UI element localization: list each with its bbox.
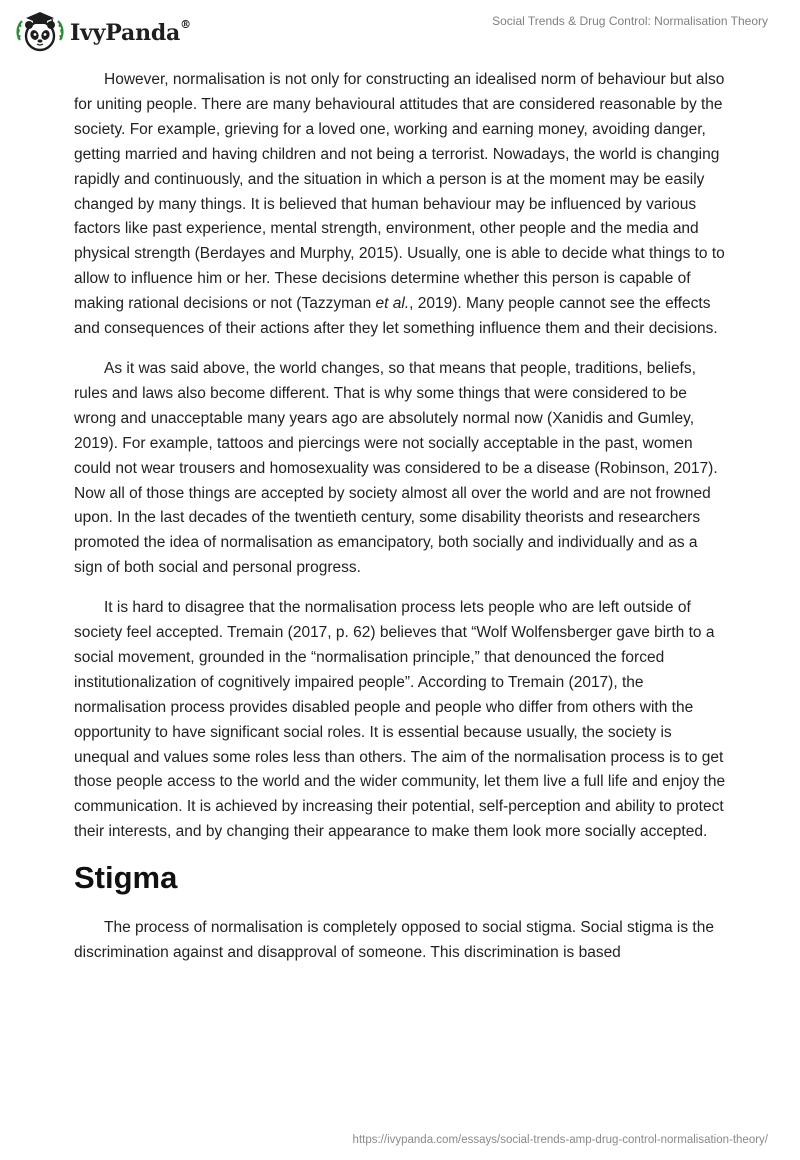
paragraph: As it was said above, the world changes, so that means that people, traditions, beliefs, rules and laws also become different. That is why some things that were considered to be wrong and unacceptable many years ago are absolutely normal now (Xanidis and Gumley, 2019). For example, tattoos and piercings were not socially acceptable in the past, women could not wear trousers and homosexuality was considered to be a disease (Robinson, 2017). Now all of those things are accepted by society almost all over the world and are not frowned upon. In the last decades of the twentieth century, some disability theorists and researchers promoted the idea of normalisation as emancipatory, both socially and individually and as a sign of both social and personal progress. <box>74 359 718 577</box>
page-header <box>0 0 800 60</box>
essay-body <box>74 68 726 981</box>
brand-name: IvyPanda® <box>70 17 191 46</box>
logo[interactable] <box>14 10 191 54</box>
source-url[interactable]: https://ivypanda.com/essays/social-trends-amp-drug-control-normalisation-theory/ <box>352 1134 768 1146</box>
document-title: Social Trends & Drug Control: Normalisation Theory <box>492 14 768 28</box>
paragraph: The process of normalisation is completely opposed to social stigma. Social stigma is the discrimination against and disapproval of someone. This discrimination is based <box>74 919 714 962</box>
panda-logo-icon <box>14 10 66 54</box>
section-heading: Stigma <box>74 860 178 896</box>
paragraph: However, normalisation is not only for constructing an idealised norm of behaviour but also for uniting people. There are many behavioural attitudes that are considered reasonable by the society. For example, grieving for a loved one, working and earning money, avoiding danger, getting married and having children and not being a terrorist. Nowadays, the world is changing rapidly and continuously, and the situation in which a person is at the moment may be easily changed by many things. It is believed that human behaviour may be influenced by various factors like past experience, mental strength, environment, other people and the media and physical strength (Berdayes and Murphy, 2015). Usually, one is able to decide what things to to allow to influence him or her. These decisions determine whether this person is capable of making rational decisions or not (Tazzyman et al., 2019). Many people cannot see the effects and consequences of their actions after they let something influence them and their decisions. <box>74 71 725 338</box>
paragraph: It is hard to disagree that the normalisation process lets people who are left outside of society feel accepted. Tremain (2017, p. 62) believes that “Wolf Wolfensberger gave birth to a social movement, grounded in the “normalisation principle,” that denounced the forced institutionalization of cognitively impaired people”. According to Tremain (2017), the normalisation process provides disabled people and people who differ from others with the opportunity to have significant social roles. It is essential because usually, the society is unequal and values some roles less than others. The aim of the normalisation process is to get those people access to the world and the wider community, let them live a full life and enjoy the communication. It is achieved by increasing their potential, self-perception and ability to protect their interests, and by changing their appearance to make them look more socially accepted. <box>74 599 726 841</box>
